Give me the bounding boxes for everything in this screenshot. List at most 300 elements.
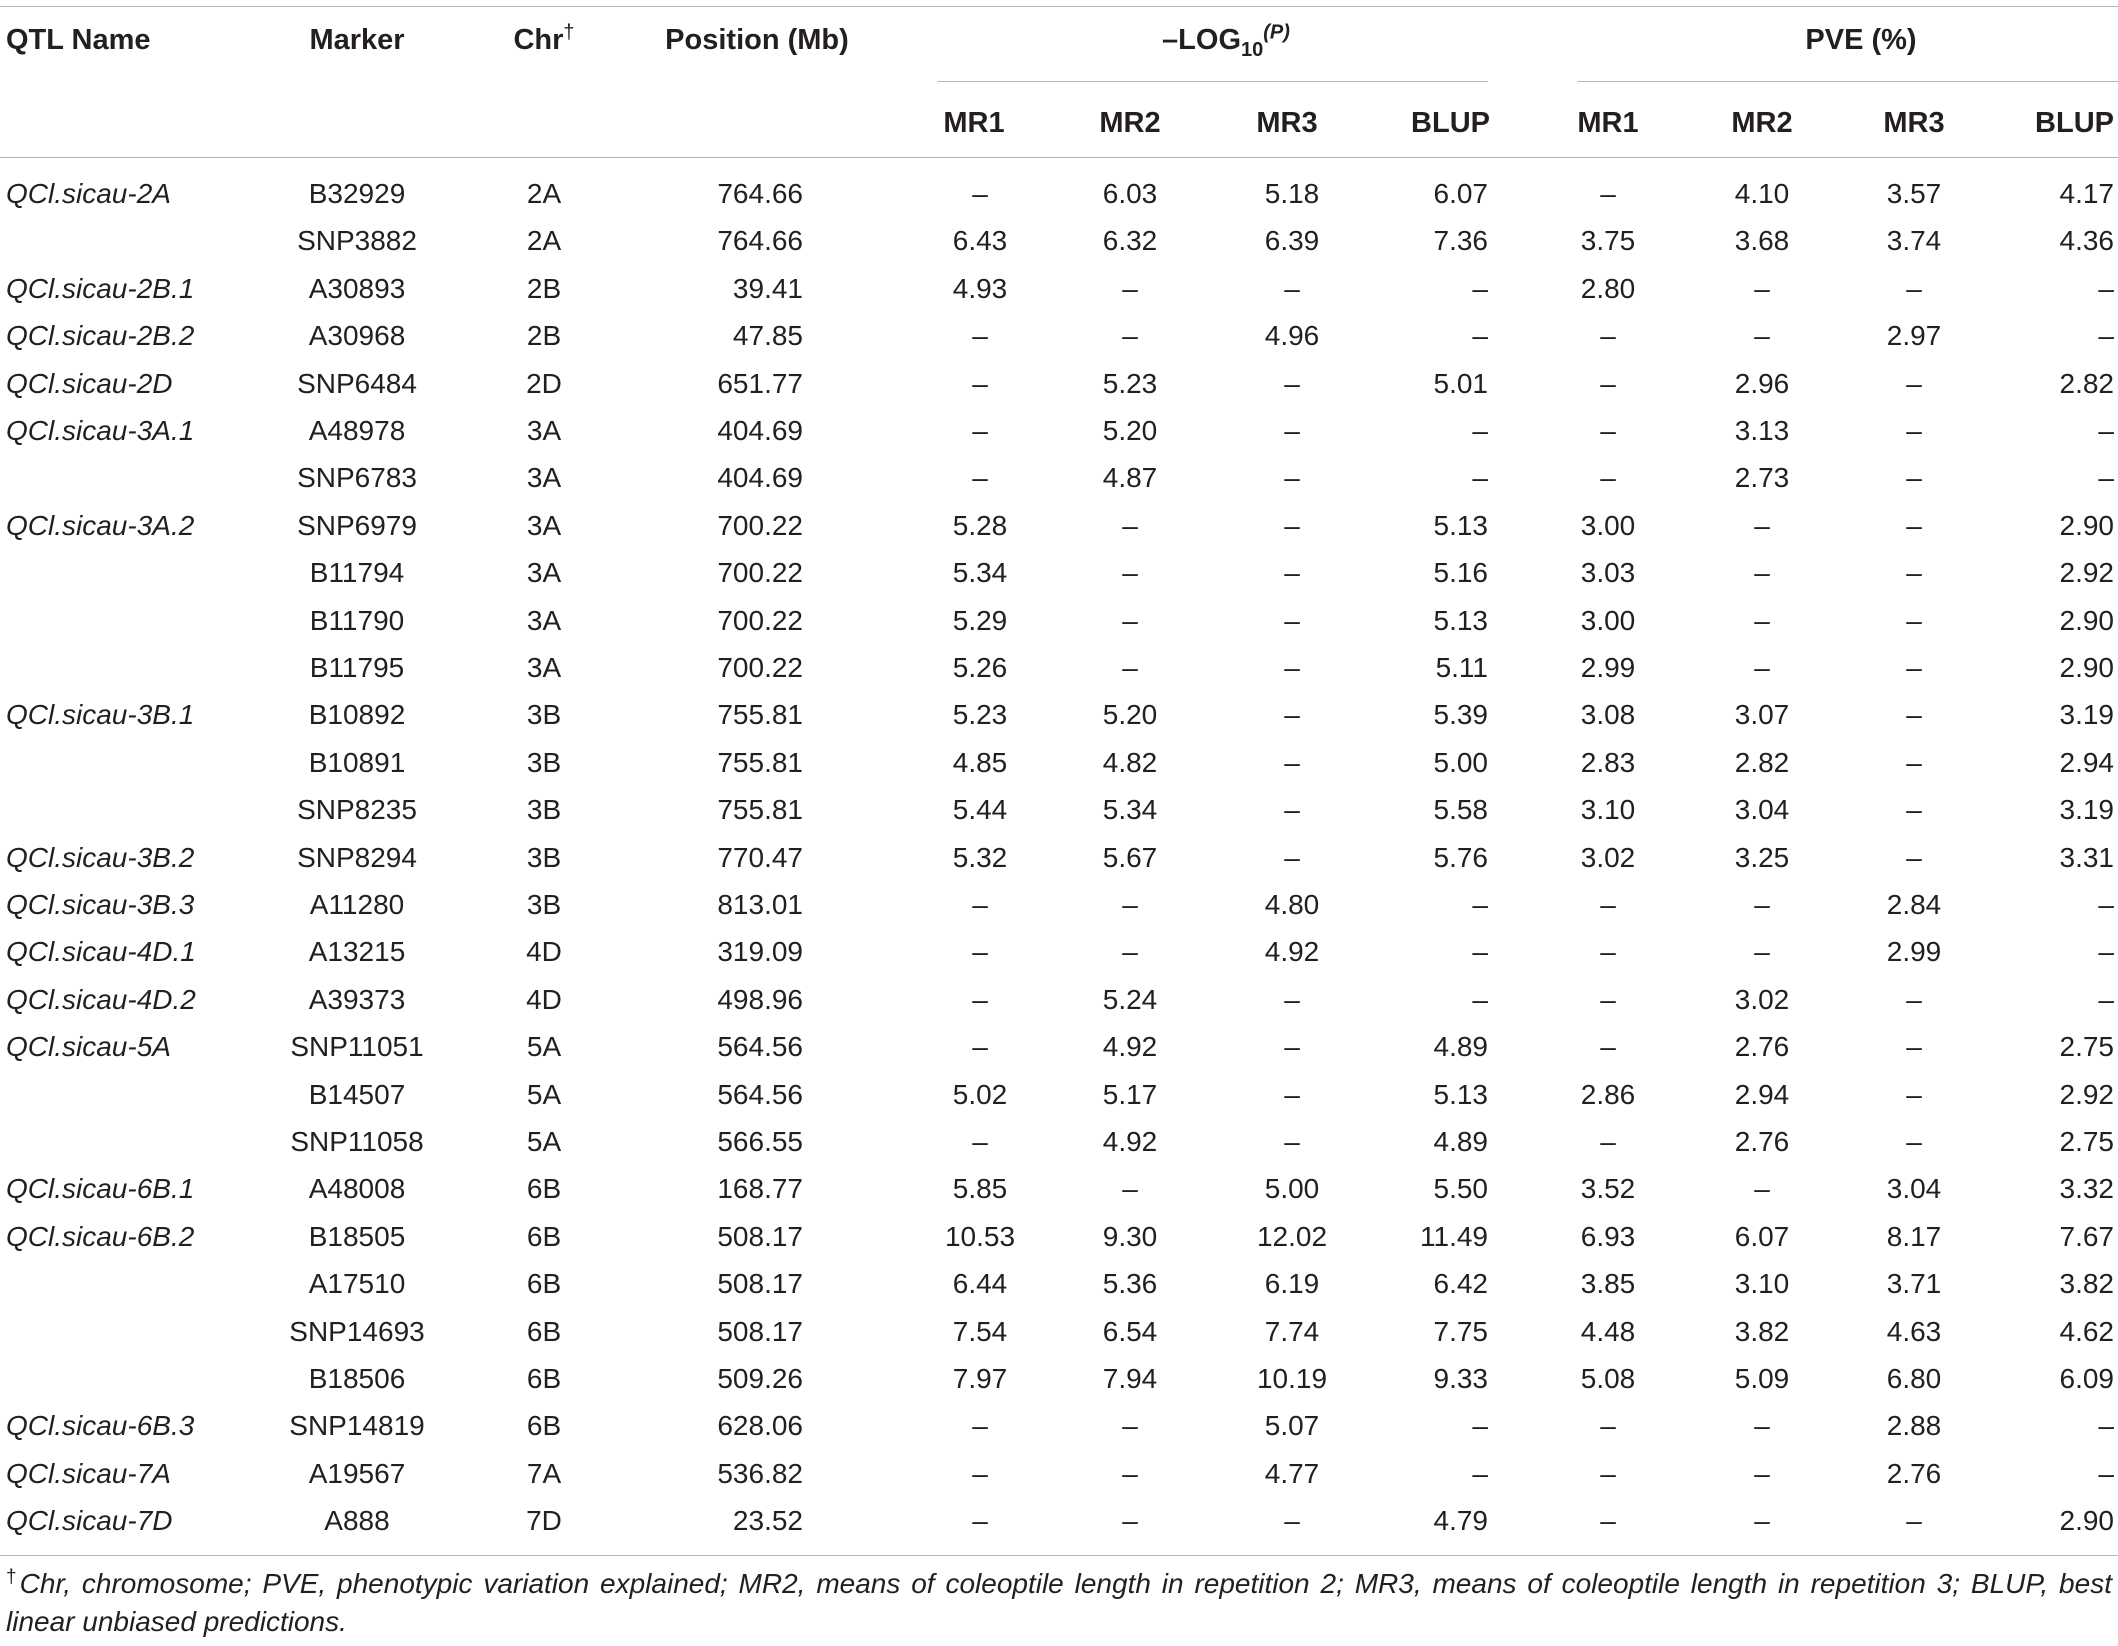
- cell-log-mr2: 5.17: [1102, 1078, 1158, 1110]
- cell-pve-mr3: 8.17: [1886, 1220, 1942, 1252]
- cell-log-mr1: –: [972, 1457, 988, 1489]
- cell-pve-mr1: –: [1600, 415, 1616, 446]
- cell-pve-blup: 2.90: [2059, 1505, 2114, 1537]
- cell-log-mr3: –: [1284, 746, 1300, 778]
- log-group-rule: [938, 81, 1488, 82]
- cell-log-blup: 9.33: [1433, 1363, 1488, 1394]
- cell-pos: 566.55: [717, 1126, 803, 1157]
- cell-pve-mr1: 3.52: [1580, 1173, 1636, 1205]
- cell-pve-mr2: 3.04: [1734, 794, 1790, 826]
- cell-qtl: QCl.sicau-4D.2: [6, 983, 196, 1015]
- table-row: [0, 1308, 2118, 1355]
- footnote: [6, 1565, 2112, 1641]
- cell-pve-mr3: 3.04: [1886, 1173, 1942, 1205]
- cell-log-blup: 5.13: [1433, 1078, 1488, 1110]
- cell-pve-mr3: –: [1906, 367, 1922, 399]
- cell-pve-mr1: –: [1600, 1126, 1616, 1157]
- cell-log-mr1: –: [972, 983, 988, 1015]
- cell-log-mr2: 4.92: [1102, 1126, 1158, 1157]
- cell-pve-blup: 3.82: [2059, 1268, 2114, 1300]
- cell-log-mr2: 7.94: [1102, 1363, 1158, 1394]
- cell-qtl: QCl.sicau-2B.1: [6, 272, 195, 304]
- cell-log-blup: 7.75: [1433, 1315, 1488, 1347]
- cell-pve-blup: 4.17: [2059, 178, 2114, 209]
- cell-marker: B11794: [309, 557, 405, 589]
- cell-pve-mr3: 2.76: [1886, 1457, 1942, 1489]
- cell-log-mr1: 4.85: [952, 746, 1008, 778]
- cell-marker: SNP6484: [297, 367, 417, 399]
- header-bottom-rule: [0, 157, 2118, 158]
- cell-pos: 168.77: [717, 1173, 803, 1205]
- cell-log-blup: –: [1472, 320, 1488, 352]
- table-row: [0, 1023, 2118, 1070]
- cell-log-blup: 5.16: [1433, 557, 1488, 589]
- cell-log-mr2: 5.24: [1102, 983, 1158, 1015]
- pve-group-rule: [1578, 81, 2118, 82]
- cell-qtl: QCl.sicau-3A.2: [6, 509, 195, 541]
- cell-qtl: QCl.sicau-3B.2: [6, 841, 195, 873]
- cell-pos: 564.56: [717, 1078, 803, 1110]
- cell-marker: SNP8235: [297, 794, 417, 826]
- cell-pve-mr2: 2.96: [1734, 367, 1790, 399]
- cell-pve-blup: –: [2098, 320, 2114, 352]
- cell-pve-blup: 3.19: [2059, 699, 2114, 731]
- cell-chr: 6B: [526, 1315, 562, 1347]
- table-row: [0, 454, 2118, 501]
- cell-marker: A30968: [308, 320, 406, 352]
- cell-marker: SNP6979: [297, 509, 417, 541]
- cell-pos: 813.01: [717, 889, 803, 920]
- cell-pve-mr2: –: [1754, 936, 1770, 968]
- cell-log-mr3: –: [1284, 604, 1300, 636]
- table-row: [0, 834, 2118, 881]
- table-row: [0, 1260, 2118, 1307]
- cell-log-mr3: –: [1284, 1505, 1300, 1537]
- cell-pve-mr3: –: [1906, 746, 1922, 778]
- cell-qtl: QCl.sicau-2A: [6, 178, 171, 209]
- cell-pos: 755.81: [717, 699, 803, 731]
- cell-marker: SNP14693: [289, 1315, 425, 1347]
- cell-log-mr3: –: [1284, 557, 1300, 589]
- cell-pve-mr3: –: [1906, 1126, 1922, 1157]
- cell-pve-mr3: –: [1906, 415, 1922, 446]
- cell-log-mr1: 5.29: [952, 604, 1008, 636]
- cell-log-mr1: –: [972, 889, 988, 920]
- cell-pve-blup: 2.94: [2059, 746, 2114, 778]
- cell-log-mr1: 5.26: [952, 652, 1008, 683]
- cell-pos: 508.17: [717, 1268, 803, 1300]
- cell-qtl: QCl.sicau-3A.1: [6, 415, 195, 446]
- cell-marker: A39373: [308, 983, 406, 1015]
- cell-pos: 536.82: [717, 1457, 803, 1489]
- cell-pve-blup: –: [2098, 983, 2114, 1015]
- cell-log-mr2: 6.32: [1102, 225, 1158, 257]
- cell-log-mr2: –: [1122, 1173, 1138, 1205]
- cell-log-blup: –: [1472, 1457, 1488, 1489]
- cell-pos: 700.22: [717, 557, 803, 589]
- cell-log-mr2: –: [1122, 1457, 1138, 1489]
- header-pve-mr3: MR3: [1883, 107, 1945, 139]
- cell-log-blup: –: [1472, 272, 1488, 304]
- cell-log-blup: 6.07: [1433, 178, 1488, 209]
- cell-log-blup: 5.39: [1433, 699, 1488, 731]
- cell-pos: 770.47: [717, 841, 803, 873]
- cell-pve-mr1: 3.00: [1580, 509, 1636, 541]
- cell-qtl: QCl.sicau-3B.3: [6, 889, 195, 920]
- cell-pve-mr3: 2.84: [1886, 889, 1942, 920]
- cell-log-mr2: 5.23: [1102, 367, 1158, 399]
- cell-qtl: QCl.sicau-2B.2: [6, 320, 195, 352]
- cell-pve-mr1: 5.08: [1580, 1363, 1636, 1394]
- cell-log-mr3: –: [1284, 1126, 1300, 1157]
- cell-pve-mr1: –: [1600, 936, 1616, 968]
- cell-chr: 3B: [526, 889, 562, 920]
- cell-chr: 2A: [526, 225, 562, 257]
- cell-pve-mr3: –: [1906, 557, 1922, 589]
- table-row: [0, 502, 2118, 549]
- header-log-sup: (P): [1263, 21, 1290, 44]
- cell-log-mr3: 12.02: [1256, 1220, 1328, 1252]
- table-row: [0, 407, 2118, 454]
- cell-pve-mr1: 2.83: [1580, 746, 1636, 778]
- bottom-rule: [0, 1555, 2118, 1556]
- cell-pos: 404.69: [717, 415, 803, 446]
- cell-chr: 5A: [526, 1126, 562, 1157]
- cell-log-mr3: 4.77: [1264, 1457, 1320, 1489]
- cell-chr: 2D: [526, 367, 562, 399]
- cell-pos: 23.52: [732, 1505, 803, 1537]
- cell-log-mr1: 5.85: [952, 1173, 1008, 1205]
- cell-log-blup: 4.79: [1433, 1505, 1488, 1537]
- table-row: [0, 1165, 2118, 1212]
- cell-pve-mr2: –: [1754, 652, 1770, 683]
- cell-log-mr3: 4.80: [1264, 889, 1320, 920]
- cell-pve-mr1: –: [1600, 1031, 1616, 1063]
- cell-pve-blup: 2.90: [2059, 509, 2114, 541]
- cell-log-mr3: –: [1284, 509, 1300, 541]
- table-row: [0, 928, 2118, 975]
- cell-pve-blup: 3.32: [2059, 1173, 2114, 1205]
- cell-pve-mr2: –: [1754, 889, 1770, 920]
- cell-pos: 700.22: [717, 509, 803, 541]
- cell-log-blup: –: [1472, 983, 1488, 1015]
- cell-log-mr2: 5.20: [1102, 415, 1158, 446]
- cell-marker: SNP8294: [297, 841, 417, 873]
- cell-qtl: QCl.sicau-6B.3: [6, 1410, 195, 1442]
- cell-chr: 3B: [526, 699, 562, 731]
- cell-pos: 39.41: [732, 272, 803, 304]
- cell-chr: 5A: [526, 1031, 562, 1063]
- cell-log-mr2: –: [1122, 272, 1138, 304]
- cell-pve-mr2: 2.76: [1734, 1031, 1790, 1063]
- cell-marker: B14507: [308, 1078, 406, 1110]
- cell-pve-blup: –: [2098, 462, 2114, 494]
- cell-pve-mr2: 3.25: [1734, 841, 1790, 873]
- cell-pve-blup: –: [2098, 936, 2114, 968]
- cell-log-mr1: 5.02: [952, 1078, 1008, 1110]
- cell-pve-mr3: 3.74: [1886, 225, 1942, 257]
- cell-pve-mr1: 3.75: [1580, 225, 1636, 257]
- cell-log-mr3: –: [1284, 1031, 1300, 1063]
- cell-marker: SNP6783: [297, 462, 417, 494]
- cell-pve-mr3: 2.97: [1886, 320, 1942, 352]
- table-row: [0, 217, 2118, 264]
- cell-pve-blup: 2.75: [2059, 1126, 2114, 1157]
- cell-pve-mr1: 3.00: [1580, 604, 1636, 636]
- header-log-sub: 10: [1241, 38, 1264, 61]
- table-row: [0, 1118, 2118, 1165]
- cell-log-mr3: –: [1284, 1078, 1300, 1110]
- table-row: [0, 265, 2118, 312]
- cell-pve-mr3: –: [1906, 983, 1922, 1015]
- cell-log-blup: 7.36: [1433, 225, 1488, 257]
- cell-pve-mr2: 2.82: [1734, 746, 1790, 778]
- cell-qtl: QCl.sicau-5A: [6, 1031, 171, 1063]
- cell-log-mr3: 4.96: [1264, 320, 1320, 352]
- cell-log-blup: 5.50: [1433, 1173, 1488, 1205]
- cell-qtl: QCl.sicau-6B.2: [6, 1220, 195, 1252]
- cell-qtl: QCl.sicau-3B.1: [6, 699, 195, 731]
- cell-pve-mr2: –: [1754, 1505, 1770, 1537]
- cell-pve-mr1: 3.03: [1580, 557, 1636, 589]
- table-row: [0, 1213, 2118, 1260]
- cell-pve-mr1: 2.86: [1580, 1078, 1636, 1110]
- cell-log-mr3: 10.19: [1256, 1363, 1328, 1394]
- cell-log-mr1: 5.23: [952, 699, 1008, 731]
- table-row: [0, 1355, 2118, 1402]
- cell-pve-mr2: 3.68: [1734, 225, 1790, 257]
- cell-marker: A48008: [308, 1173, 406, 1205]
- cell-log-mr2: 5.34: [1102, 794, 1158, 826]
- header-log-mr2: MR2: [1099, 107, 1161, 139]
- footnote-text: Chr, chromosome; PVE, phenotypic variation explained; MR2, means of coleoptile length in repetition 2; MR3, means of coleoptile length in repetition 3; BLUP, best linear unbiased predictions.: [6, 1568, 2112, 1637]
- table-row: [0, 549, 2118, 596]
- table-row: [0, 312, 2118, 359]
- cell-log-blup: 5.13: [1433, 604, 1488, 636]
- cell-log-blup: 6.42: [1433, 1268, 1488, 1300]
- cell-log-mr3: 6.39: [1264, 225, 1320, 257]
- cell-chr: 2B: [526, 272, 562, 304]
- cell-pve-blup: 3.31: [2059, 841, 2114, 873]
- cell-log-mr1: 7.97: [952, 1363, 1008, 1394]
- table-row: [0, 644, 2118, 691]
- cell-pve-blup: 6.09: [2059, 1363, 2114, 1394]
- cell-log-mr2: –: [1122, 936, 1138, 968]
- cell-pve-mr3: –: [1906, 272, 1922, 304]
- cell-log-mr2: –: [1122, 509, 1138, 541]
- cell-qtl: QCl.sicau-7A: [6, 1457, 171, 1489]
- cell-log-mr2: 5.36: [1102, 1268, 1158, 1300]
- cell-log-mr1: –: [972, 178, 988, 209]
- cell-pve-mr2: –: [1754, 272, 1770, 304]
- cell-pve-blup: 2.90: [2059, 652, 2114, 683]
- cell-log-blup: 5.76: [1433, 841, 1488, 873]
- cell-pve-mr2: –: [1754, 1410, 1770, 1442]
- cell-pve-mr2: 3.02: [1734, 983, 1790, 1015]
- cell-pve-mr2: –: [1754, 557, 1770, 589]
- cell-log-mr3: –: [1284, 652, 1300, 683]
- cell-log-mr1: –: [972, 1505, 988, 1537]
- cell-log-mr1: 6.43: [952, 225, 1008, 257]
- cell-log-blup: –: [1472, 462, 1488, 494]
- cell-pos: 404.69: [717, 462, 803, 494]
- cell-pve-mr2: 5.09: [1734, 1363, 1790, 1394]
- cell-pve-mr1: 3.02: [1580, 841, 1636, 873]
- cell-pve-mr3: 2.99: [1886, 936, 1942, 968]
- cell-marker: A13215: [308, 936, 406, 968]
- cell-chr: 3A: [526, 557, 562, 589]
- cell-log-mr1: 7.54: [952, 1315, 1008, 1347]
- cell-pve-blup: 7.67: [2059, 1220, 2114, 1252]
- cell-pve-mr1: 4.48: [1580, 1315, 1636, 1347]
- cell-pve-mr1: –: [1600, 367, 1616, 399]
- cell-pve-mr3: 3.57: [1886, 178, 1942, 209]
- table-row: [0, 739, 2118, 786]
- table-row: [0, 881, 2118, 928]
- cell-pve-mr2: 3.10: [1734, 1268, 1790, 1300]
- cell-log-mr3: 7.74: [1264, 1315, 1320, 1347]
- cell-marker: A48978: [308, 415, 406, 446]
- cell-log-mr1: –: [972, 936, 988, 968]
- cell-pve-mr3: –: [1906, 509, 1922, 541]
- cell-pos: 498.96: [717, 983, 803, 1015]
- cell-log-blup: 5.00: [1433, 746, 1488, 778]
- cell-log-blup: 5.01: [1433, 367, 1488, 399]
- cell-pve-mr3: 3.71: [1886, 1268, 1942, 1300]
- cell-pve-mr2: 3.82: [1734, 1315, 1790, 1347]
- cell-pve-mr3: –: [1906, 841, 1922, 873]
- cell-pve-blup: 2.92: [2059, 1078, 2114, 1110]
- cell-log-mr2: 4.87: [1102, 462, 1158, 494]
- cell-chr: 5A: [526, 1078, 562, 1110]
- cell-chr: 3B: [526, 794, 562, 826]
- cell-log-mr2: 9.30: [1102, 1220, 1158, 1252]
- cell-log-mr2: 6.54: [1102, 1315, 1158, 1347]
- cell-log-mr3: 5.00: [1264, 1173, 1320, 1205]
- cell-pos: 509.26: [717, 1363, 803, 1394]
- cell-log-blup: 11.49: [1420, 1220, 1488, 1252]
- table-row: [0, 786, 2118, 833]
- cell-marker: A19567: [308, 1457, 406, 1489]
- cell-pve-mr3: 4.63: [1886, 1315, 1942, 1347]
- cell-pve-blup: –: [2098, 415, 2114, 446]
- cell-pve-mr2: 6.07: [1734, 1220, 1790, 1252]
- cell-pve-mr3: –: [1906, 1031, 1922, 1063]
- cell-chr: 3A: [526, 415, 562, 446]
- cell-pve-mr2: –: [1754, 1457, 1770, 1489]
- cell-marker: B10891: [308, 746, 406, 778]
- cell-log-blup: 4.89: [1433, 1126, 1488, 1157]
- cell-pve-blup: –: [2098, 272, 2114, 304]
- cell-marker: A17510: [308, 1268, 406, 1300]
- cell-qtl: QCl.sicau-6B.1: [6, 1173, 195, 1205]
- cell-pve-mr1: –: [1600, 983, 1616, 1015]
- table-row: [0, 691, 2118, 738]
- cell-log-mr2: –: [1122, 604, 1138, 636]
- cell-pve-mr3: –: [1906, 794, 1922, 826]
- cell-pve-mr3: –: [1906, 699, 1922, 731]
- header-log-mr1: MR1: [943, 107, 1005, 139]
- cell-pve-mr1: –: [1600, 1457, 1616, 1489]
- cell-chr: 6B: [526, 1363, 562, 1394]
- header-log-mr3: MR3: [1256, 107, 1318, 139]
- cell-pve-mr2: –: [1754, 320, 1770, 352]
- cell-log-mr3: 5.07: [1264, 1410, 1320, 1442]
- cell-chr: 3A: [526, 652, 562, 683]
- cell-log-mr1: 5.32: [952, 841, 1008, 873]
- footnote-dagger: †: [6, 1566, 20, 1588]
- cell-chr: 3B: [526, 841, 562, 873]
- cell-log-mr2: 5.20: [1102, 699, 1158, 731]
- cell-pve-mr3: –: [1906, 1505, 1922, 1537]
- cell-chr: 3B: [526, 746, 562, 778]
- cell-pve-mr3: –: [1906, 462, 1922, 494]
- cell-pve-mr2: –: [1754, 604, 1770, 636]
- cell-pve-mr1: 2.99: [1580, 652, 1636, 683]
- cell-pve-mr3: –: [1906, 652, 1922, 683]
- cell-pve-blup: 3.19: [2059, 794, 2114, 826]
- header-log-blup: BLUP: [1411, 107, 1490, 139]
- cell-log-mr3: –: [1284, 367, 1300, 399]
- cell-log-mr1: –: [972, 1410, 988, 1442]
- cell-log-mr1: –: [972, 462, 988, 494]
- cell-log-mr2: 6.03: [1102, 178, 1158, 209]
- cell-pve-mr2: 2.94: [1734, 1078, 1790, 1110]
- cell-log-mr1: 5.28: [952, 509, 1008, 541]
- cell-log-mr2: 5.67: [1102, 841, 1158, 873]
- cell-marker: A11280: [309, 889, 405, 920]
- table-row: [0, 360, 2118, 407]
- header-pve-mr1: MR1: [1577, 107, 1639, 139]
- cell-log-mr2: –: [1122, 1410, 1138, 1442]
- cell-pos: 755.81: [717, 746, 803, 778]
- cell-pve-mr1: –: [1600, 178, 1616, 209]
- cell-pos: 764.66: [717, 225, 803, 257]
- cell-log-blup: –: [1472, 889, 1488, 920]
- cell-marker: B10892: [308, 699, 406, 731]
- cell-pos: 47.85: [732, 320, 803, 352]
- cell-pve-mr2: 3.13: [1734, 415, 1790, 446]
- table-row: [0, 1497, 2118, 1544]
- cell-pve-mr1: 2.80: [1580, 272, 1636, 304]
- cell-log-mr2: –: [1122, 889, 1138, 920]
- cell-pve-blup: 2.82: [2059, 367, 2114, 399]
- cell-pos: 508.17: [717, 1220, 803, 1252]
- cell-pve-mr2: –: [1754, 509, 1770, 541]
- cell-chr: 7A: [526, 1457, 562, 1489]
- header-log-group: [1162, 21, 1290, 61]
- cell-log-mr3: –: [1284, 415, 1300, 446]
- cell-log-mr2: 4.82: [1102, 746, 1158, 778]
- cell-log-mr1: –: [972, 367, 988, 399]
- cell-marker: B11790: [309, 604, 405, 636]
- cell-pve-blup: 2.92: [2059, 557, 2114, 589]
- cell-pve-mr2: 2.76: [1734, 1126, 1790, 1157]
- cell-pve-mr3: 2.88: [1886, 1410, 1942, 1442]
- cell-log-blup: –: [1472, 1410, 1488, 1442]
- cell-log-mr2: –: [1122, 652, 1138, 683]
- cell-pve-blup: –: [2098, 889, 2114, 920]
- cell-marker: B32929: [308, 178, 406, 209]
- cell-log-blup: 5.58: [1433, 794, 1488, 826]
- header-log-prefix: –LOG: [1162, 24, 1242, 56]
- cell-log-mr3: –: [1284, 794, 1300, 826]
- cell-log-mr1: –: [972, 415, 988, 446]
- cell-marker: SNP14819: [289, 1410, 425, 1442]
- cell-pos: 700.22: [717, 652, 803, 683]
- cell-pve-blup: 4.62: [2059, 1315, 2114, 1347]
- cell-log-mr3: 5.18: [1264, 178, 1320, 209]
